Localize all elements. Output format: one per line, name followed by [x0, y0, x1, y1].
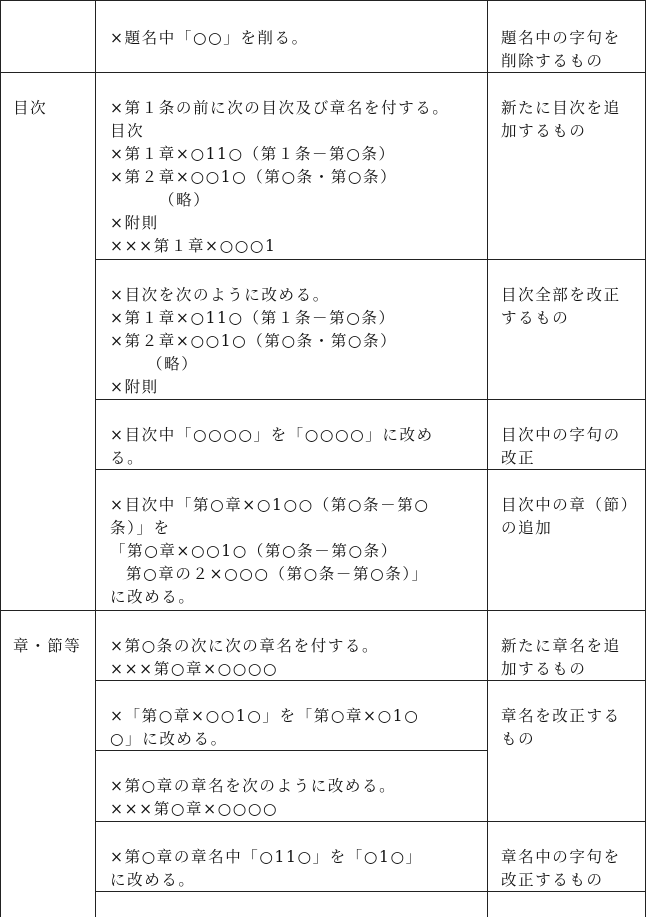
- example-line: ×第○章の章名中「○11○」を「○1○」: [110, 848, 423, 866]
- category-label: 章・節等: [13, 637, 82, 655]
- example-line: ×第１条の前に次の目次及び章名を付する。: [110, 99, 450, 117]
- example-line: 第○章の２×○○○（第○条－第○条）」: [126, 565, 429, 583]
- note-line: 改正するもの: [501, 871, 604, 889]
- example-cell: [110, 284, 397, 399]
- example-line: ×××第○章×○○○○: [110, 660, 279, 678]
- note-line: の追加: [501, 519, 553, 537]
- example-line: ×第１章×○11○（第１条－第○条）: [110, 309, 396, 327]
- note-line: 改正: [501, 449, 536, 467]
- example-line: ×第２章×○○1○（第○条・第○条）: [110, 332, 398, 350]
- example-line: ×題名中「○○」を削る。: [110, 29, 309, 47]
- example-line: ×附則: [110, 214, 159, 232]
- example-line: （略）: [147, 355, 199, 373]
- example-cell: [110, 494, 430, 609]
- example-cell: [110, 846, 423, 892]
- note-cell: [501, 27, 621, 73]
- category-label: 目次: [13, 99, 48, 117]
- note-cell: [501, 97, 621, 143]
- example-line: ×第○条の次に次の章名を付する。: [110, 637, 380, 655]
- example-line: る。: [110, 449, 145, 467]
- table-border-left: [0, 0, 1, 917]
- table-border-col1: [95, 0, 96, 917]
- example-line: ×第１章×○11○（第１条－第○条）: [110, 145, 396, 163]
- row-divider: [0, 610, 646, 611]
- note-cell: [501, 705, 621, 751]
- note-cell: [501, 635, 621, 681]
- note-line: 章名中の字句を: [501, 848, 621, 866]
- example-line: 条）」を: [110, 519, 171, 537]
- example-cell: [110, 27, 309, 50]
- note-line: 加するもの: [501, 122, 587, 140]
- row-divider: [95, 399, 646, 400]
- example-line: ×目次中「第○章×○1○○（第○条－第○: [110, 496, 430, 514]
- note-cell: [501, 284, 621, 330]
- note-line: 削除するもの: [501, 52, 604, 70]
- note-cell: [501, 494, 638, 540]
- example-line: （略）: [159, 191, 211, 209]
- example-cell: [110, 97, 450, 258]
- row-divider: [0, 0, 646, 1]
- example-line: ×××第１章×○○○1: [110, 237, 277, 255]
- category-cell: [13, 97, 47, 120]
- example-cell: [110, 775, 396, 821]
- note-line: 章名を改正する: [501, 707, 621, 725]
- table-border-col2: [487, 0, 488, 917]
- note-line: もの: [501, 730, 536, 748]
- note-line: 新たに章名を追: [501, 637, 621, 655]
- example-line: に改める。: [110, 871, 196, 889]
- example-cell: [110, 705, 419, 751]
- note-cell: [501, 424, 621, 470]
- example-line: ×目次中「○○○○」を「○○○○」に改め: [110, 426, 434, 444]
- row-divider: [95, 259, 646, 260]
- example-line: ×第２章×○○1○（第○条・第○条）: [110, 168, 398, 186]
- note-line: 目次中の章（節）: [501, 496, 638, 514]
- example-line: ×附則: [110, 378, 159, 396]
- note-line: するもの: [501, 309, 570, 327]
- example-cell: [110, 635, 379, 681]
- example-line: に改める。: [110, 588, 196, 606]
- example-cell: [110, 424, 434, 470]
- note-line: 目次中の字句の: [501, 426, 621, 444]
- example-line: ×××第○章×○○○○: [110, 800, 279, 818]
- category-cell: [13, 635, 81, 658]
- note-line: 加するもの: [501, 660, 587, 678]
- example-line: ×「第○章×○○1○」を「第○章×○1○: [110, 707, 420, 725]
- row-divider: [95, 821, 646, 822]
- example-line: ×第○章の章名を次のように改める。: [110, 777, 397, 795]
- example-line: ○」に改める。: [110, 730, 228, 748]
- note-cell: [501, 846, 621, 892]
- note-line: 新たに目次を追: [501, 99, 621, 117]
- note-line: 目次全部を改正: [501, 286, 621, 304]
- example-line: ×目次を次のように改める。: [110, 286, 330, 304]
- example-line: 目次: [110, 122, 145, 140]
- example-line: 「第○章×○○1○（第○条－第○条）: [110, 542, 398, 560]
- note-line: 題名中の字句を: [501, 29, 621, 47]
